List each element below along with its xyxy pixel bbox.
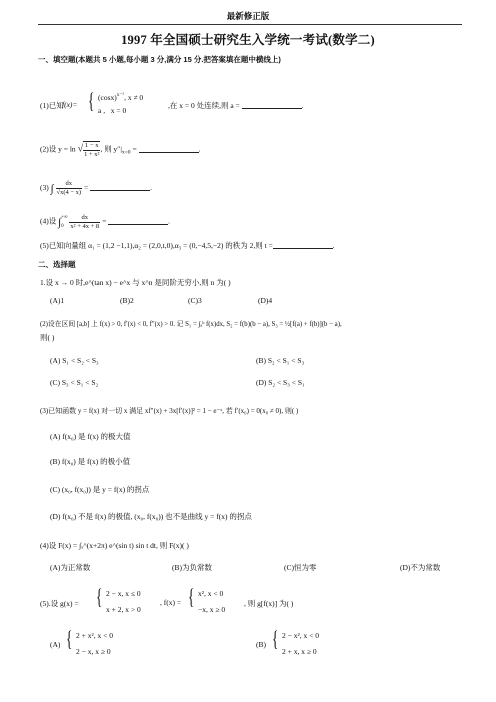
c4-option-a[interactable]: (A)为正常数 xyxy=(50,563,91,572)
c5-option-a[interactable]: (A) xyxy=(50,640,61,649)
q3-integral-sign: ∫ xyxy=(50,183,54,196)
q3-answer-blank[interactable] xyxy=(90,183,150,191)
c5-tail: , 则 g[f(x)] 为( ) xyxy=(244,599,294,608)
section-choice-heading: 二、选择题 xyxy=(38,260,76,269)
c5-option-b-brace: { xyxy=(272,626,279,651)
q1-case1-cond: , x ≠ 0 xyxy=(124,93,144,102)
c1-question: 1.设 x → 0 时,e^(tan x) − e^x 与 x^n 是同阶无穷小,则 n 为( ) xyxy=(40,278,231,287)
c3-option-c[interactable]: (C) (x₀, f(x₀)) 是 y = f(x) 的拐点 xyxy=(50,485,150,494)
c2-option-d[interactable]: (D) S₂ < S₃ < S₁ xyxy=(256,378,305,387)
q4-den: x² + 4x + 8 xyxy=(70,222,100,230)
c5-option-a-case2: 2 − x, x ≥ 0 xyxy=(76,647,111,656)
c5-option-b-case1: 2 − x², x < 0 xyxy=(282,631,319,640)
c3-option-d[interactable]: (D) f(x₀) 不是 f(x) 的极值, (x₀, f(x₀)) 也不是曲线 y = f(x) 的拐点 xyxy=(50,512,252,521)
q4-num: dx xyxy=(69,214,100,223)
q1-tail-text: ,在 x = 0 处连续,则 a = xyxy=(168,101,242,110)
c3-question: (3)已知函数 y = f(x) 对一切 x 满足 xf″(x) + 3x[f′(x)]² = 1 − e⁻ˣ, 若 f′(x₀) = 0(x₀ ≠ 0), 则( ) xyxy=(40,407,299,415)
page-header: 最新修正版 xyxy=(226,11,270,21)
q2-tail: , 则 y″| xyxy=(100,144,122,154)
q2-sqrt-sign: √ xyxy=(77,143,84,155)
q3-line: (3) ∫ $\frac{dx}{√x(4 - x)}$ = . xyxy=(40,180,152,196)
q1-case2-val: a , xyxy=(98,106,106,115)
q4-lower: 0 xyxy=(61,224,64,229)
q1-tail: ,在 x = 0 处连续,则 a = . xyxy=(168,101,304,110)
q3-den: √x(4 − x) xyxy=(56,189,82,196)
c1-option-d[interactable]: (D)4 xyxy=(258,296,273,305)
c5-g-case1: 2 − x, x ≤ 0 xyxy=(106,589,141,598)
q3-eq: = xyxy=(82,183,91,193)
q2-line: (2)设 y = ln √ $\frac{1 - x}{\text{1 + x²}}$ , 则 $y''|_{x=0}$ = . xyxy=(40,142,201,158)
c5-option-a-brace: { xyxy=(66,626,73,651)
c5-label: (5).设 g(x) = xyxy=(40,599,79,608)
q1-brace: { xyxy=(88,88,95,113)
c5-mid: , f(x) = xyxy=(160,598,182,607)
q1-lhs xyxy=(62,100,77,109)
c4-option-d[interactable]: (D)不为常数 xyxy=(400,563,441,572)
q2-fraction xyxy=(83,141,100,159)
q4-limits xyxy=(61,213,67,231)
c1-option-b[interactable]: (B)2 xyxy=(120,296,134,305)
q1-lhs-text: f(x)= xyxy=(62,100,78,109)
q4-label: (4)设 xyxy=(40,216,57,226)
c5-option-b-case2: 2 + x, x ≥ 0 xyxy=(282,647,317,656)
c1-option-a[interactable]: (A)1 xyxy=(50,296,65,305)
c5-f-case2: −x, x ≥ 0 xyxy=(198,605,226,614)
c1-option-c[interactable]: (C)3 xyxy=(188,296,202,305)
exam-title: 1997 年全国硕士研究生入学统一考试(数学二) xyxy=(121,33,375,47)
q5-line: (5)已知向量组 α₁ = (1,2 −1,1),α₂ = (2,0,t,0),α₃ = (0,−4,5,−2) 的秩为 2,则 t = . xyxy=(40,241,335,250)
q1-answer-blank[interactable] xyxy=(242,101,302,109)
q2-eq: = xyxy=(130,144,139,154)
c4-option-c[interactable]: (C)恒为零 xyxy=(284,563,317,572)
q1-case1 xyxy=(98,92,143,102)
c5-g-case2: x + 2, x > 0 xyxy=(106,605,141,614)
q2-answer-blank[interactable] xyxy=(139,145,199,153)
c5-g-brace: { xyxy=(96,584,103,609)
q1-case1-exp: x⁻² xyxy=(116,92,125,98)
q2-den: 1 + x² xyxy=(84,151,100,158)
q2-num: 1 − x xyxy=(85,142,99,149)
c5-f-brace: { xyxy=(188,584,195,609)
c2-option-c[interactable]: (C) S₃ < S₁ < S₂ xyxy=(50,378,99,387)
q1-case2-cond: x = 0 xyxy=(110,106,127,115)
q4-line: (4)设 ∫ +∞ 0 $\frac{dx}{\text{x² + 4x + 8}}$ = . xyxy=(40,213,171,230)
c2-option-b[interactable]: (B) S₂ < S₁ < S₃ xyxy=(256,356,305,365)
section-fill-in-heading: 一、填空题(本题共 5 小题,每小题 3 分,满分 15 分.把答案填在题中横线上) xyxy=(38,55,281,64)
c3-option-a[interactable]: (A) f(x₀) 是 f(x) 的极大值 xyxy=(50,432,131,441)
q3-label: (3) xyxy=(40,183,49,193)
q2-label: (2)设 y = ln xyxy=(40,144,76,154)
q1-label: (1)已知 xyxy=(40,101,64,110)
q4-fraction xyxy=(69,214,100,231)
q4-eq: = xyxy=(100,216,109,226)
q4-upper: +∞ xyxy=(61,215,68,220)
c5-option-b[interactable]: (B) xyxy=(256,640,266,649)
q4-answer-blank[interactable] xyxy=(108,217,168,225)
c4-option-b[interactable]: (B)为负常数 xyxy=(172,563,212,572)
q1-case2 xyxy=(98,106,126,115)
q5-text: (5)已知向量组 α₁ = (1,2 −1,1),α₂ = (2,0,t,0),α₃ = (0,−4,5,−2) 的秩为 2,则 t = xyxy=(40,241,273,250)
c2-question: (2)设在区间 [a,b] 上 f(x) > 0, f′(x) < 0, f″(x) > 0. 记 S₁ = ∫ₐᵇ f(x)dx, S₂ = f(b)(b − a), S₃ = ½[f(a) + f(b)](b − a), xyxy=(40,321,342,328)
q1-case1-base: (cosx) xyxy=(98,93,117,102)
c4-question: (4)设 F(x) = ∫ₓ^(x+2π) e^(sin t) sin t dt, 则 F(x)( ) xyxy=(40,541,189,550)
q4-integral-sign: ∫ xyxy=(58,216,62,229)
c2-question-tail: 则( ) xyxy=(40,333,55,342)
q5-answer-blank[interactable] xyxy=(273,241,333,249)
c5-option-a-case1: 2 + x², x < 0 xyxy=(76,631,113,640)
c5-f-case1: x², x < 0 xyxy=(198,589,224,598)
c2-option-a[interactable]: (A) S₁ < S₂ < S₃ xyxy=(50,356,99,365)
q3-num: dx xyxy=(56,180,83,189)
q3-fraction xyxy=(56,180,83,197)
q2-sub: x=0 xyxy=(121,149,131,156)
header-rule xyxy=(38,24,462,25)
c3-option-b[interactable]: (B) f(x₀) 是 f(x) 的极小值 xyxy=(50,457,131,466)
